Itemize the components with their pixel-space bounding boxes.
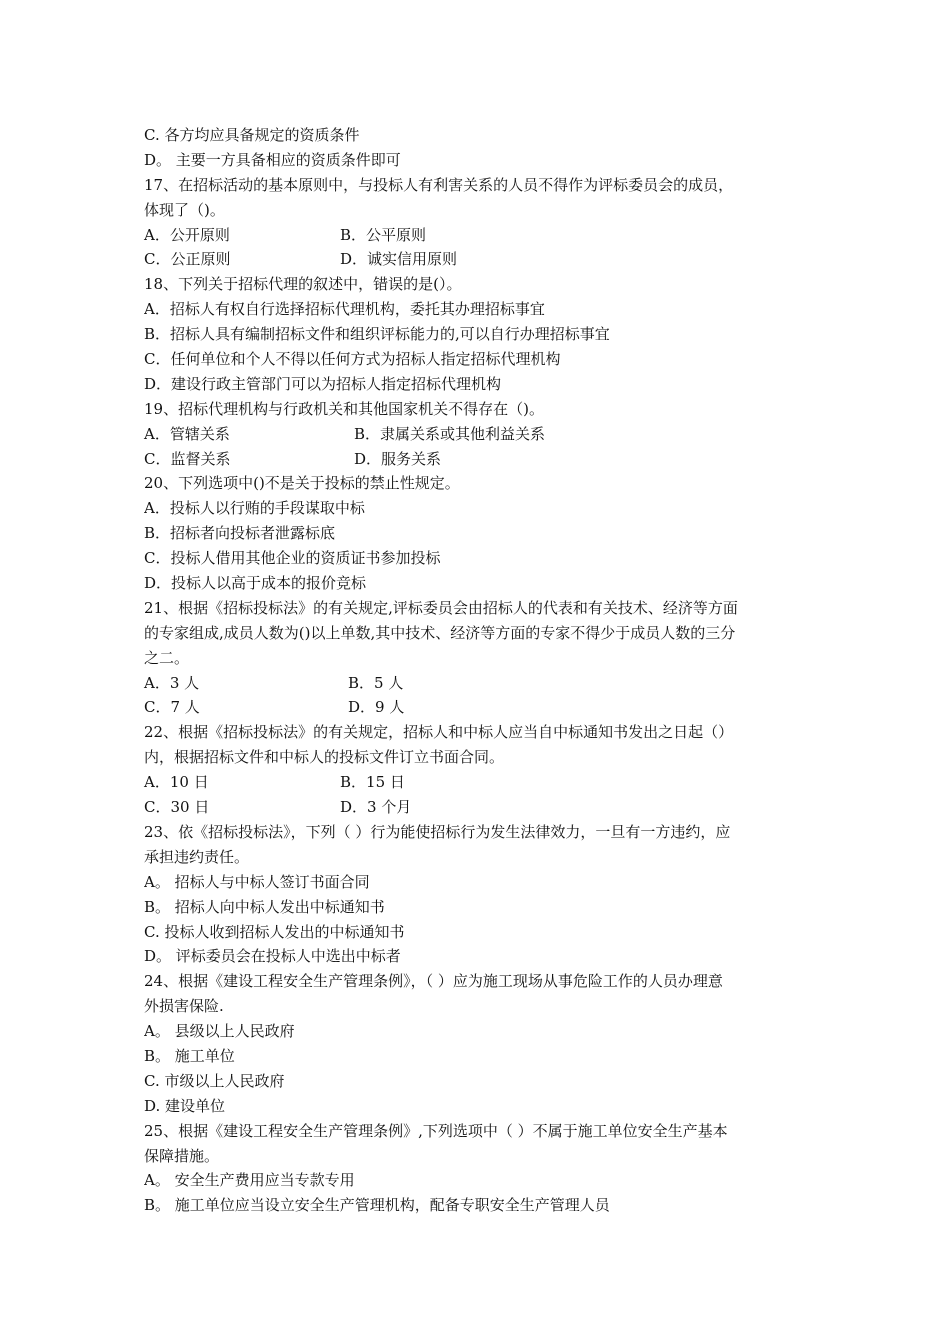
text-line: A．投标人以行贿的手段谋取中标: [144, 499, 365, 518]
text-line: 18、下列关于招标代理的叙述中，错误的是(）。: [144, 275, 462, 294]
option-text: C．30 日: [144, 798, 210, 817]
option-row: [144, 770, 812, 795]
text-line: 体现了（)。: [144, 200, 225, 219]
text-line: 17、在招标活动的基本原则中，与投标人有利害关系的人员不得作为评标委员会的成员，: [144, 175, 734, 194]
text-line: 22、根据《招标投标法》的有关规定，招标人和中标人应当自中标通知书发出之日起（）: [144, 723, 734, 742]
text-line: 之二。: [144, 648, 190, 667]
text-line: 23、依《招标投标法》，下列（ ）行为能使招标行为发生法律效力，一旦有一方违约，应: [144, 822, 731, 841]
option-row: [144, 247, 812, 272]
option-text: C．公正原则: [144, 250, 231, 269]
text-line: B。 施工单位: [144, 1046, 235, 1065]
option-text: B．5 人: [348, 673, 404, 692]
text-line: 25、根据《建设工程安全生产管理条例》,下列选项中（ ）不属于施工单位安全生产基本: [144, 1121, 728, 1140]
option-text: D．服务关系: [354, 449, 442, 468]
text-line: D。 评标委员会在投标人中选出中标者: [144, 947, 401, 966]
option-text: A．3 人: [144, 673, 200, 692]
option-text: C．监督关系: [144, 449, 231, 468]
text-line: B．招标者向投标者泄露标底: [144, 524, 336, 543]
text-line: C. 各方均应具备规定的资质条件: [144, 126, 360, 144]
text-line: 的专家组成,成员人数为()以上单数,其中技术、经济等方面的专家不得少于成员人数的三分: [144, 623, 736, 642]
option-row: [144, 695, 812, 720]
option-row: [144, 671, 812, 696]
text-line: C. 市级以上人民政府: [144, 1071, 285, 1090]
text-line: C．任何单位和个人不得以任何方式为招标人指定招标代理机构: [144, 350, 561, 369]
option-text: A．10 日: [144, 773, 209, 792]
option-text: D．3 个月: [340, 798, 412, 817]
option-text: A．公开原则: [144, 225, 230, 244]
option-row: [144, 223, 812, 248]
text-line: A．招标人有权自行选择招标代理机构，委托其办理招标事宜: [144, 300, 545, 319]
option-text: C．7 人: [144, 698, 200, 717]
text-line: C．投标人借用其他企业的资质证书参加投标: [144, 549, 441, 568]
text-line: A。 安全生产费用应当专款专用: [144, 1171, 355, 1190]
option-text: D．9 人: [348, 698, 405, 717]
text-line: 承担违约责任。: [144, 847, 250, 866]
text-line: D．投标人以高于成本的报价竞标: [144, 574, 367, 593]
option-row: [144, 422, 812, 447]
text-line: B．招标人具有编制招标文件和组织评标能力的,可以自行办理招标事宜: [144, 325, 610, 344]
option-text: B．公平原则: [340, 225, 427, 244]
option-text: A．管辖关系: [144, 424, 230, 443]
text-line: 19、招标代理机构与行政机关和其他国家机关不得存在（)。: [144, 399, 544, 418]
option-text: B．15 日: [340, 773, 405, 792]
text-line: 内，根据招标文件和中标人的投标文件订立书面合同。: [144, 748, 505, 767]
text-line: D. 建设单位: [144, 1096, 226, 1115]
text-line: 保障措施。: [144, 1146, 220, 1165]
option-row: [144, 447, 812, 472]
option-row: [144, 795, 812, 820]
text-line: D．建设行政主管部门可以为招标人指定招标代理机构: [144, 374, 502, 393]
text-line: A。 招标人与中标人签订书面合同: [144, 872, 370, 891]
text-line: B。 招标人向中标人发出中标通知书: [144, 897, 385, 916]
text-line: 20、下列选项中()不是关于投标的禁止性规定。: [144, 474, 460, 493]
text-line: C. 投标人收到招标人发出的中标通知书: [144, 922, 405, 941]
text-line: 24、根据《建设工程安全生产管理条例》，（ ）应为施工现场从事危险工作的人员办理意: [144, 972, 723, 991]
text-line: 21、根据《招标投标法》的有关规定,评标委员会由招标人的代表和有关技术、经济等方面: [144, 598, 738, 617]
document-body: [144, 123, 812, 1218]
text-line: A。 县级以上人民政府: [144, 1022, 295, 1041]
text-line: D。 主要一方具备相应的资质条件即可: [144, 150, 401, 169]
option-text: D．诚实信用原则: [340, 250, 458, 269]
text-line: B。 施工单位应当设立安全生产管理机构，配备专职安全生产管理人员: [144, 1196, 610, 1215]
option-text: B．隶属关系或其他利益关系: [354, 424, 546, 443]
text-line: 外损害保险.: [144, 997, 224, 1016]
